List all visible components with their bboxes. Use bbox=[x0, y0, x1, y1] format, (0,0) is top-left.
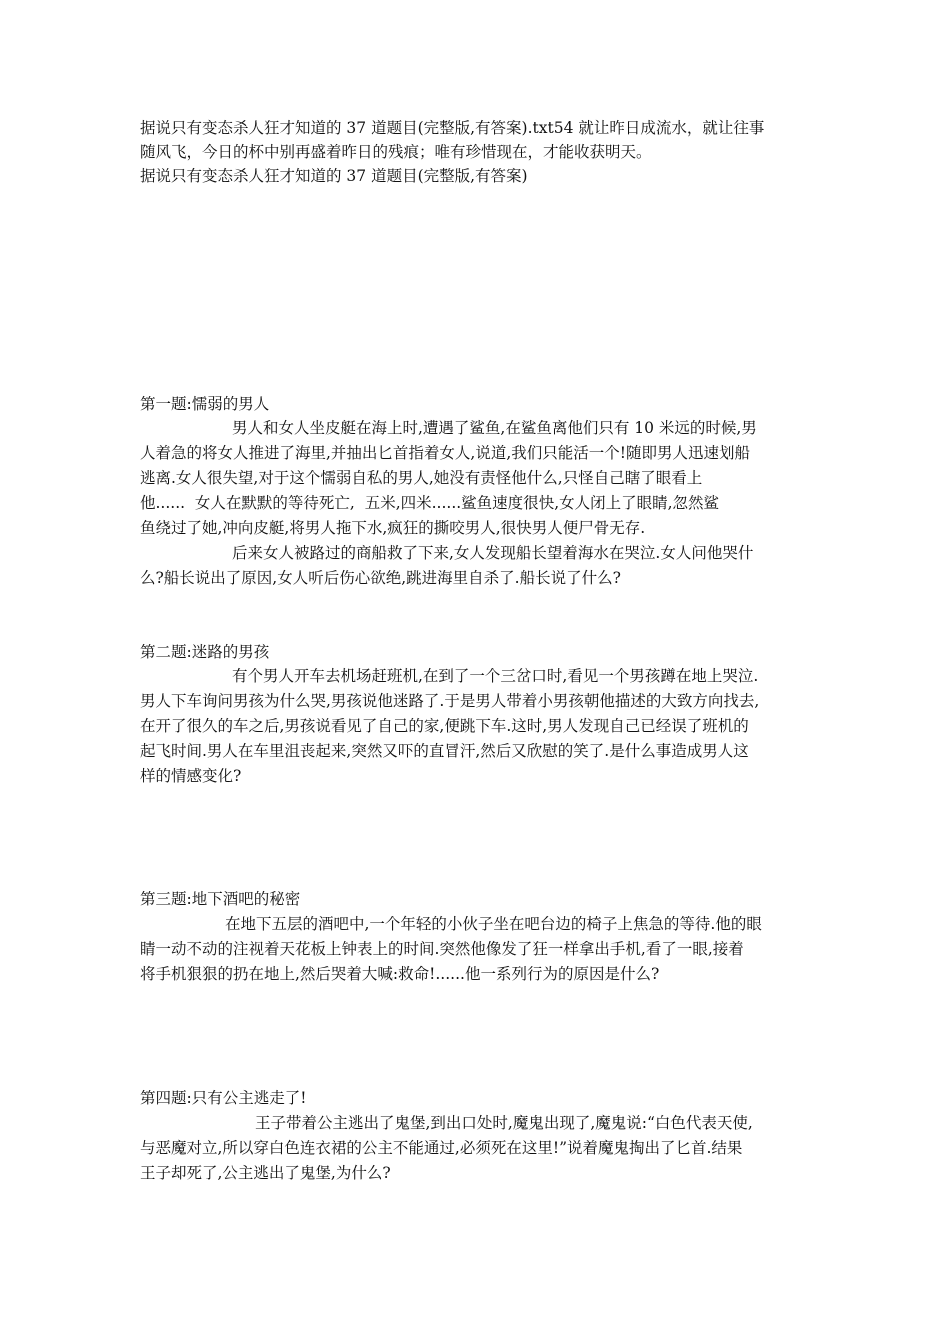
header-line-2: 随风飞，今日的杯中别再盛着昨日的残痕；唯有珍惜现在，才能收获明天。 bbox=[140, 143, 652, 161]
question-1-line: 么?船长说出了原因,女人听后伤心欲绝,跳进海里自杀了.船长说了什么? bbox=[140, 569, 621, 587]
question-1-line: 后来女人被路过的商船救了下来,女人发现船长望着海水在哭泣.女人问他哭什 bbox=[232, 544, 754, 562]
question-1-line: 逃离.女人很失望,对于这个懦弱自私的男人,她没有责怪他什么,只怪自己瞎了眼看上 bbox=[140, 469, 703, 487]
question-2-title: 第二题:迷路的男孩 bbox=[140, 643, 270, 661]
question-1-title: 第一题:懦弱的男人 bbox=[140, 395, 270, 413]
question-4-line: 与恶魔对立,所以穿白色连衣裙的公主不能通过,必须死在这里!”说着魔鬼掏出了匕首.结果 bbox=[140, 1139, 743, 1157]
question-1-line: 他...... 女人在默默的等待死亡, 五米,四米......鲨鱼速度很快,女人闭上了眼睛,忽然鲨 bbox=[140, 494, 720, 512]
question-2-line: 在开了很久的车之后,男孩说看见了自己的家,便跳下车.这时,男人发现自己已经误了班机的 bbox=[140, 717, 749, 735]
question-1-line: 人着急的将女人推进了海里,并抽出匕首指着女人,说道,我们只能活一个!随即男人迅速划船 bbox=[140, 444, 751, 462]
question-4-line: 王子却死了,公主逃出了鬼堡,为什么? bbox=[140, 1164, 391, 1182]
question-2-line: 有个男人开车去机场赶班机,在到了一个三岔口时,看见一个男孩蹲在地上哭泣. bbox=[232, 667, 759, 685]
question-2-line: 样的情感变化? bbox=[140, 767, 242, 785]
question-1-line: 鱼绕过了她,冲向皮艇,将男人拖下水,疯狂的撕咬男人,很快男人便尸骨无存. bbox=[140, 519, 646, 537]
question-4-line: 王子带着公主逃出了鬼堡,到出口处时,魔鬼出现了,魔鬼说:“白色代表天使, bbox=[255, 1114, 753, 1132]
question-1-line: 男人和女人坐皮艇在海上时,遭遇了鲨鱼,在鲨鱼离他们只有 10 米远的时候,男 bbox=[232, 419, 757, 437]
header-line-1: 据说只有变态杀人狂才知道的 37 道题目(完整版,有答案).txt54 就让昨日成流水，就让往事 bbox=[140, 119, 765, 137]
question-2-line: 男人下车询问男孩为什么哭,男孩说他迷路了.于是男人带着小男孩朝他描述的大致方向找去, bbox=[140, 692, 760, 710]
question-3-line: 在地下五层的酒吧中,一个年轻的小伙子坐在吧台边的椅子上焦急的等待.他的眼 bbox=[225, 915, 762, 933]
question-3-line: 睛一动不动的注视着天花板上钟表上的时间.突然他像发了狂一样拿出手机,看了一眼,接着 bbox=[140, 940, 744, 958]
question-4-title: 第四题:只有公主逃走了! bbox=[140, 1089, 307, 1107]
question-3-line: 将手机狠狠的扔在地上,然后哭着大喊:救命!......他一系列行为的原因是什么? bbox=[140, 965, 660, 983]
question-2-line: 起飞时间.男人在车里沮丧起来,突然又吓的直冒汗,然后又欣慰的笑了.是什么事造成男人这 bbox=[140, 742, 749, 760]
question-3-title: 第三题:地下酒吧的秘密 bbox=[140, 890, 301, 908]
header-line-3: 据说只有变态杀人狂才知道的 37 道题目(完整版,有答案) bbox=[140, 167, 528, 185]
